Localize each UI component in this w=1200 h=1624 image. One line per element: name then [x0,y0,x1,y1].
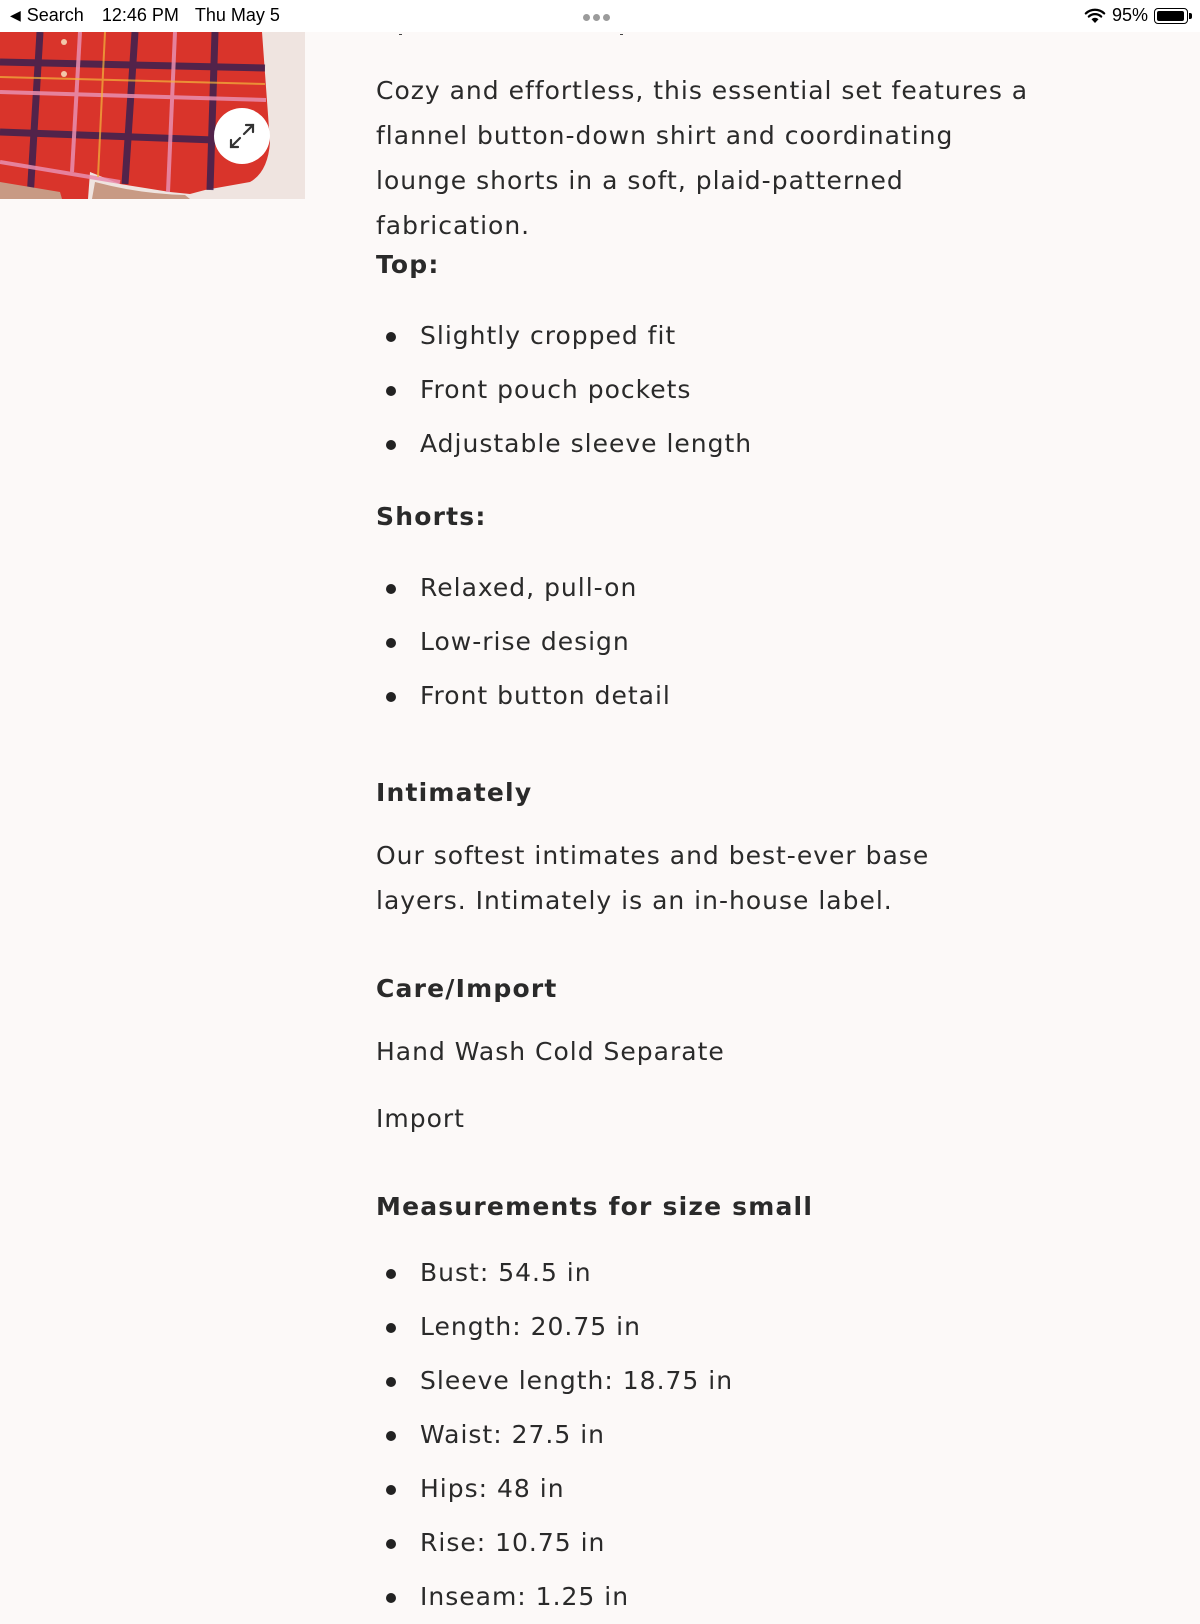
measurements-heading: Measurements for size small [376,1192,814,1221]
list-item: Bust: 54.5 in [376,1246,1136,1300]
more-dots-icon[interactable] [583,14,613,21]
top-features-list [376,309,1136,471]
status-date: Thu May 5 [194,5,280,25]
list-item: Low-rise design [376,615,1136,669]
status-left [10,5,280,26]
battery-icon [1154,8,1188,24]
list-item: Rise: 10.75 in [376,1516,1136,1570]
scrolled-off-text-remnant [375,27,635,35]
care-wash-text: Hand Wash Cold Separate [376,1037,725,1066]
status-right [1084,5,1188,26]
expand-icon [227,121,257,151]
product-details [376,68,1136,1624]
list-item: Length: 20.75 in [376,1300,1136,1354]
care-heading: Care/Import [376,974,558,1003]
list-item: Slightly cropped fit [376,309,1136,363]
list-item: Sleeve length: 18.75 in [376,1354,1136,1408]
list-item: Inseam: 1.25 in [376,1570,1136,1624]
top-heading: Top: [376,250,440,279]
shorts-heading: Shorts: [376,502,487,531]
list-item: Front pouch pockets [376,363,1136,417]
list-item: Adjustable sleeve length [376,417,1136,471]
shorts-features-list [376,561,1136,723]
list-item: Front button detail [376,669,1136,723]
product-image[interactable] [0,32,305,199]
measurements-list [376,1246,1136,1624]
brand-heading: Intimately [376,778,533,807]
list-item: Waist: 27.5 in [376,1408,1136,1462]
list-item: Hips: 48 in [376,1462,1136,1516]
back-arrow-icon[interactable]: ◀ [10,7,21,23]
expand-image-button[interactable] [214,108,270,164]
product-description: Cozy and effortless, this essential set features a flannel button-down shirt and coordinating lounge shorts in a soft, plaid-patterned fabrication. [376,76,1029,240]
battery-percent: 95% [1111,5,1148,25]
list-item: Relaxed, pull-on [376,561,1136,615]
care-import-text: Import [376,1104,465,1133]
brand-description: Our softest intimates and best-ever base layers. Intimately is an in-house label. [376,841,930,915]
back-to-search-link[interactable]: Search [26,5,84,25]
wifi-icon [1084,8,1106,24]
status-time: 12:46 PM [101,5,179,25]
